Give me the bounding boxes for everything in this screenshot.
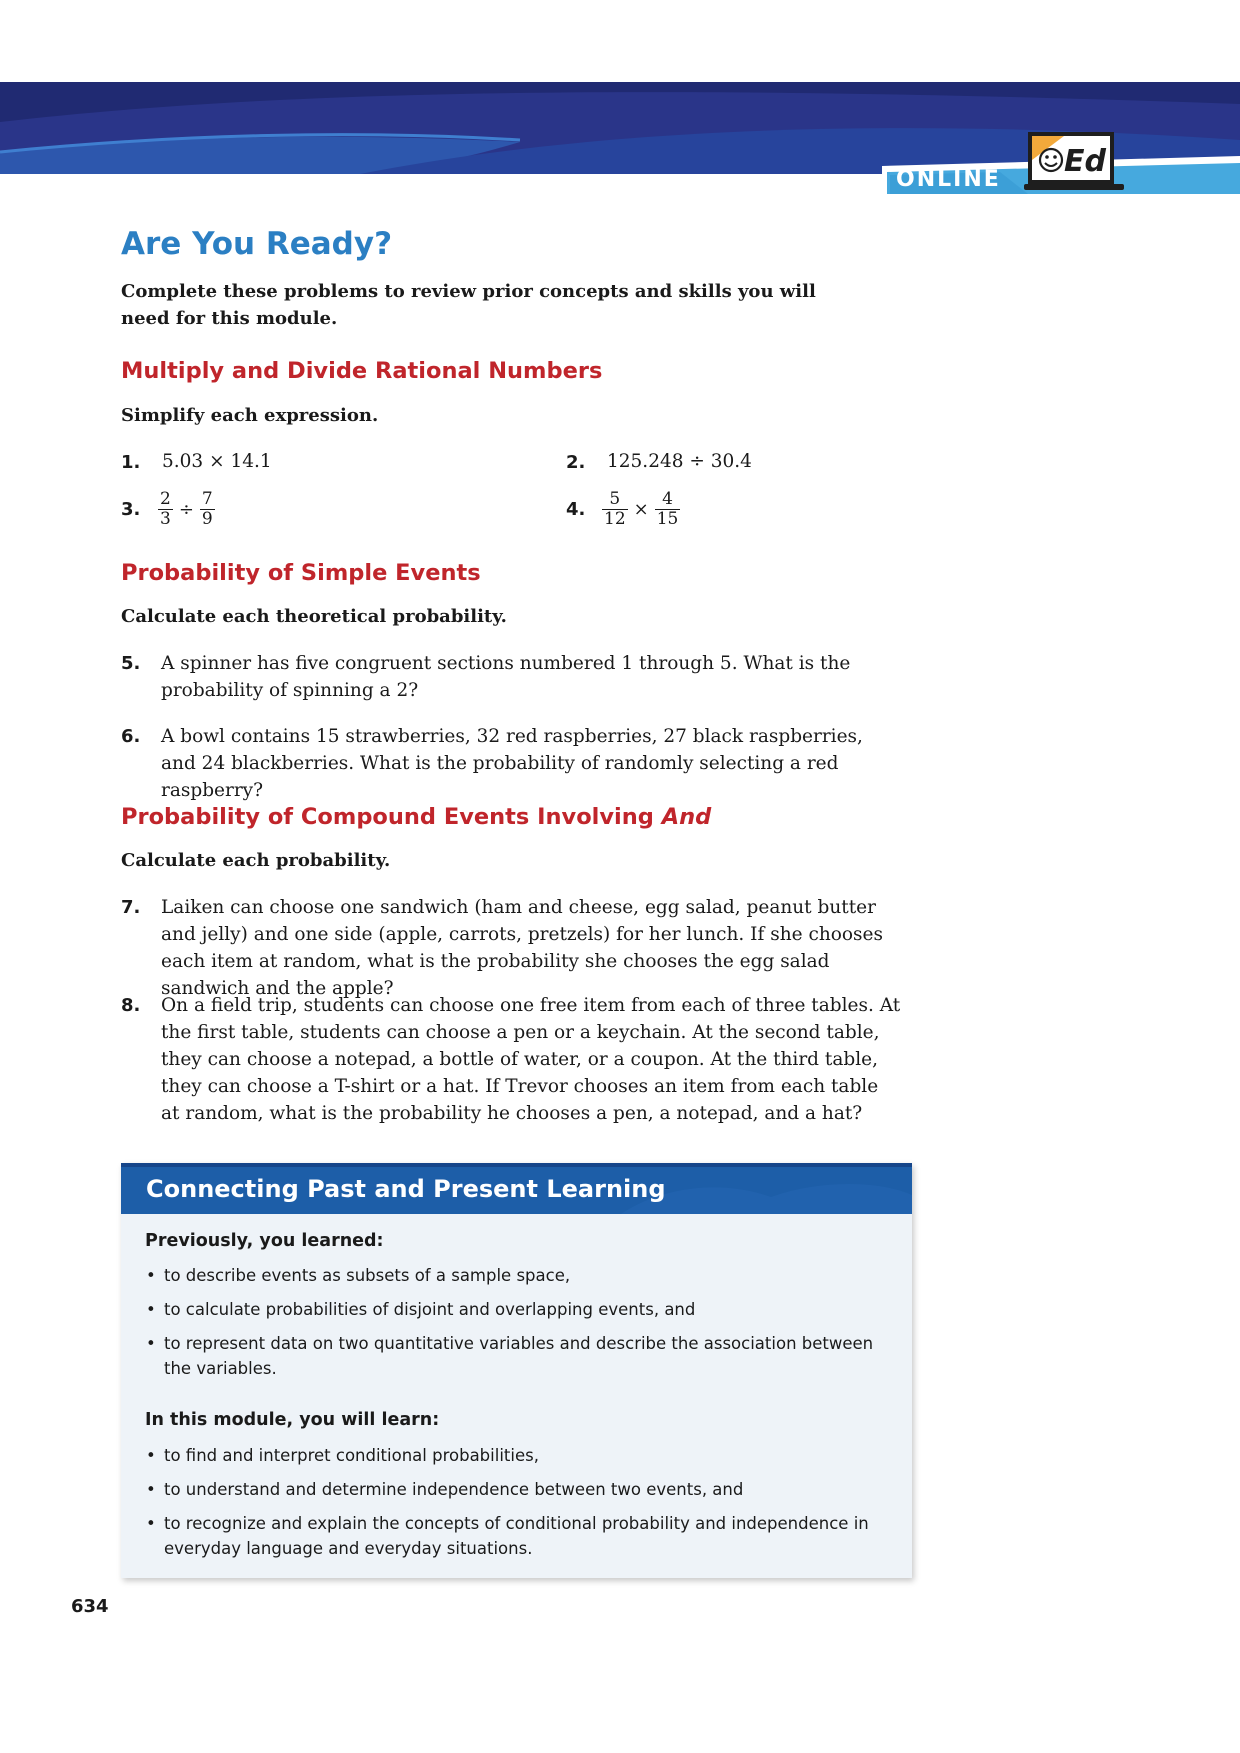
page-title: Are You Ready? [121, 226, 393, 262]
problem-text: A bowl contains 15 strawberries, 32 red raspberries, 27 black raspberries, and 24 blackberries. What is the probability of randomly selecting a red raspberry? [161, 726, 863, 801]
problem-number: 3. [121, 499, 141, 520]
module-label: In this module, you will learn: [145, 1410, 440, 1430]
bullet: • [146, 1300, 156, 1319]
problem-expression: 5.03 × 14.1 [162, 451, 272, 472]
fraction [200, 490, 215, 529]
problem-text: Laiken can choose one sandwich (ham and cheese, egg salad, peanut butter and jelly) and one side (apple, carrots, pretzels) for her lunch. If she chooses each item at random, what is the probability she chooses the egg salad sandwich and the apple? [161, 897, 883, 999]
numerator: 2 [160, 489, 171, 509]
previously-label: Previously, you learned: [145, 1231, 384, 1251]
section-instruction: Calculate each theoretical probability. [121, 606, 507, 627]
problem-number: 2. [566, 452, 586, 473]
denominator: 12 [604, 509, 626, 529]
problem-number: 8. [121, 995, 141, 1016]
list-item [145, 1263, 885, 1288]
denominator: 3 [160, 509, 171, 529]
fraction-expression [602, 490, 680, 529]
connecting-box-title: Connecting Past and Present Learning [146, 1175, 666, 1203]
numerator: 7 [201, 489, 213, 509]
bullet: • [146, 1446, 156, 1465]
section-heading-multiply-divide: Multiply and Divide Rational Numbers [121, 358, 603, 384]
module-list [145, 1443, 885, 1570]
bullet: • [146, 1334, 156, 1353]
section-heading-simple-events: Probability of Simple Events [121, 560, 481, 586]
list-item-text: to understand and determine independence between two events, and [164, 1480, 744, 1499]
fraction [602, 490, 628, 529]
problem-number: 7. [121, 897, 141, 918]
list-item-text: to find and interpret conditional probabilities, [164, 1446, 539, 1465]
fraction [655, 490, 681, 529]
denominator: 9 [201, 509, 213, 529]
operator: × [633, 499, 649, 520]
denominator: 15 [656, 509, 679, 529]
section-instruction: Calculate each probability. [121, 850, 391, 871]
previously-list [145, 1263, 885, 1390]
list-item-text: to describe events as subsets of a sample space, [164, 1266, 571, 1285]
list-item [145, 1511, 885, 1561]
list-item-text: to calculate probabilities of disjoint and overlapping events, and [164, 1300, 696, 1319]
ed-logo[interactable] [1024, 130, 1128, 194]
bullet: • [146, 1514, 156, 1533]
list-item [145, 1297, 885, 1322]
online-badge[interactable]: ONLINE [896, 167, 1001, 192]
list-item [145, 1331, 885, 1381]
problem-number: 1. [121, 452, 141, 473]
numerator: 5 [609, 489, 621, 509]
connecting-learning-box [121, 1163, 912, 1578]
intro-text: Complete these problems to review prior concepts and skills you will need for this module. [121, 281, 816, 329]
heading-text: Probability of Compound Events Involving [121, 804, 662, 830]
problem-text: On a field trip, students can choose one free item from each of three tables. At the first table, students can choose a pen or a keychain. At the second table, they can choose a notepad, a bottle of water, or a coupon. At the third table, they can choose a T-shirt or a hat. If Trevor chooses an item from each table at random, what is the probability he chooses a pen, a notepad, and a hat? [161, 995, 901, 1124]
list-item-text: to represent data on two quantitative variables and describe the association between the variables. [164, 1334, 874, 1378]
list-item [145, 1443, 885, 1468]
section-heading-compound-events [121, 804, 711, 830]
bullet: • [146, 1480, 156, 1499]
problem-number: 6. [121, 726, 141, 747]
list-item-text: to recognize and explain the concepts of conditional probability and independence in everyday language and everyday situations. [164, 1514, 869, 1558]
connecting-box-header [121, 1163, 912, 1214]
problem-number: 4. [566, 499, 586, 520]
fraction-expression [158, 490, 215, 529]
operator: ÷ [178, 499, 194, 520]
list-item [145, 1477, 885, 1502]
bullet: • [146, 1266, 156, 1285]
numerator: 4 [662, 489, 673, 509]
heading-italic: And [661, 804, 712, 830]
section-instruction: Simplify each expression. [121, 405, 379, 426]
problem-number: 5. [121, 653, 141, 674]
fraction [158, 490, 173, 529]
problem-expression: 125.248 ÷ 30.4 [607, 451, 752, 472]
page-number: 634 [71, 1596, 109, 1617]
ed-logo-text: Ed [1064, 144, 1106, 179]
problem-text: A spinner has five congruent sections numbered 1 through 5. What is the probability of spinning a 2? [161, 653, 851, 701]
